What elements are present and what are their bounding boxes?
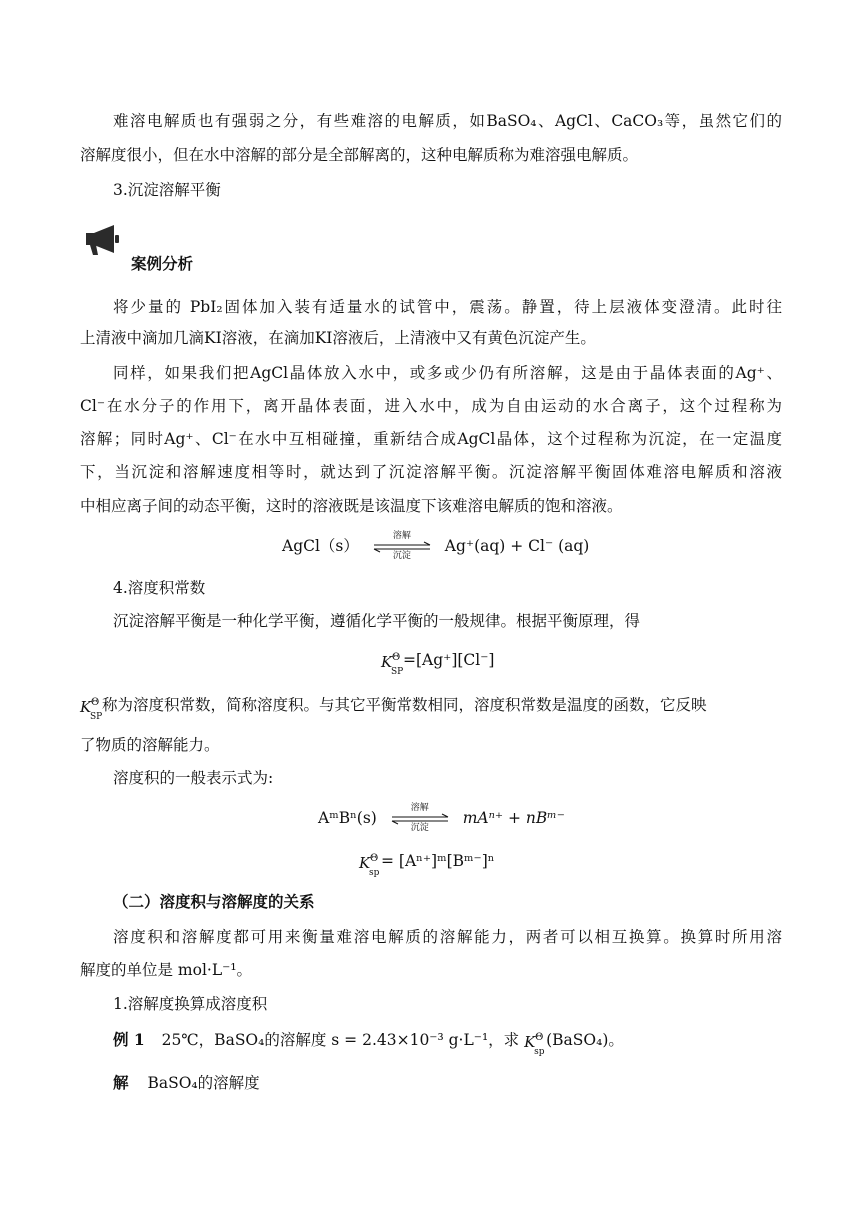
heading-4: 4.溶度积常数 (113, 579, 206, 597)
arrow-label-bottom: 沉淀 (410, 823, 429, 833)
p5-line1-text: 称为溶度积常数，简称溶度积。与其它平衡常数相同，溶度积常数是温度的函数，它反映 (102, 696, 707, 714)
equation-ksp-agcl (381, 650, 495, 677)
equation-general-dissolution (318, 803, 565, 833)
p2-line1: 将少量的 PbI₂固体加入装有适量水的试管中，震荡。静置，待上层液体变澄清。此时往 (113, 298, 782, 316)
arrow-label-bottom: 沉淀 (392, 551, 411, 561)
equation-ksp-general (359, 851, 495, 878)
eq1-right: Ag⁺(aq) + Cl⁻ (aq) (444, 537, 590, 555)
p4: 沉淀溶解平衡是一种化学平衡，遵循化学平衡的一般规律。根据平衡原理，得 (113, 612, 641, 630)
p7-line1: 溶度积和溶解度都可用来衡量难溶电解质的溶解能力，两者可以相互换算。换算时所用溶 (113, 928, 782, 946)
megaphone-icon (84, 223, 124, 259)
p1-line1: 难溶电解质也有强弱之分，有些难溶的电解质，如BaSO₄、AgCl、CaCO₃等，虽然它们的 (113, 112, 782, 130)
ksp-symbol: K Θ SP (381, 652, 404, 677)
p2-line2: 上清液中滴加几滴KI溶液，在滴加KI溶液后，上清液中又有黄色沉淀产生。 (80, 329, 596, 347)
p5-line2: 了物质的溶解能力。 (80, 736, 220, 754)
heading-3: 3.沉淀溶解平衡 (113, 181, 221, 199)
arrow-label-top: 溶解 (392, 531, 411, 541)
ksp-symbol: K Θ SP (80, 697, 103, 722)
example-1 (113, 1030, 624, 1057)
p7-line2: 解度的单位是 mol·L⁻¹。 (80, 961, 253, 979)
solution (113, 1073, 260, 1093)
heading-1-conversion: 1.溶解度换算成溶度积 (113, 995, 268, 1013)
arrow-label-top: 溶解 (410, 803, 429, 813)
eq3-left: AᵐBⁿ(s) (318, 809, 377, 827)
p3-line1: 同样，如果我们把AgCl晶体放入水中，或多或少仍有所溶解，这是由于晶体表面的Ag⁺、 (113, 364, 782, 382)
example-label: 例 1 (113, 1030, 145, 1049)
equilibrium-arrow (372, 531, 432, 561)
solution-text: BaSO₄的溶解度 (147, 1074, 260, 1092)
eq3-right: mAⁿ⁺ + nBᵐ⁻ (462, 809, 565, 827)
p5-line1 (80, 695, 782, 722)
eq2-rest: =[Ag⁺][Cl⁻] (403, 651, 495, 669)
ksp-symbol: K Θ sp (524, 1032, 545, 1057)
p1-line2: 溶解度很小，但在水中溶解的部分是全部解离的，这种电解质称为难溶强电解质。 (80, 146, 639, 164)
eq4-rest: = [Aⁿ⁺]ᵐ[Bᵐ⁻]ⁿ (381, 852, 495, 870)
solution-label: 解 (113, 1073, 129, 1092)
example-tail: (BaSO₄)。 (546, 1031, 624, 1049)
p3-line2: Cl⁻在水分子的作用下，离开晶体表面，进入水中，成为自由运动的水合离子，这个过程称为 (80, 397, 782, 415)
section-heading-2: （二）溶度积与溶解度的关系 (113, 892, 315, 911)
p3-line4: 下，当沉淀和溶解速度相等时，就达到了沉淀溶解平衡。沉淀溶解平衡固体难溶电解质和溶液 (80, 463, 782, 481)
example-text: 25℃，BaSO₄的溶解度 s = 2.43×10⁻³ g·L⁻¹，求 (161, 1031, 520, 1049)
equilibrium-arrow (390, 803, 450, 833)
p6: 溶度积的一般表示式为: (113, 769, 274, 787)
equation-dissolution-agcl (282, 531, 590, 561)
case-analysis-label: 案例分析 (131, 254, 194, 273)
ksp-symbol: K Θ sp (359, 853, 380, 878)
p3-line3: 溶解；同时Ag⁺、Cl⁻在水中互相碰撞，重新结合成AgCl晶体，这个过程称为沉淀，在一定温度 (80, 430, 782, 448)
eq1-left: AgCl（s） (282, 537, 359, 555)
p3-line5: 中相应离子间的动态平衡，这时的溶液既是该温度下该难溶电解质的饱和溶液。 (80, 497, 623, 515)
